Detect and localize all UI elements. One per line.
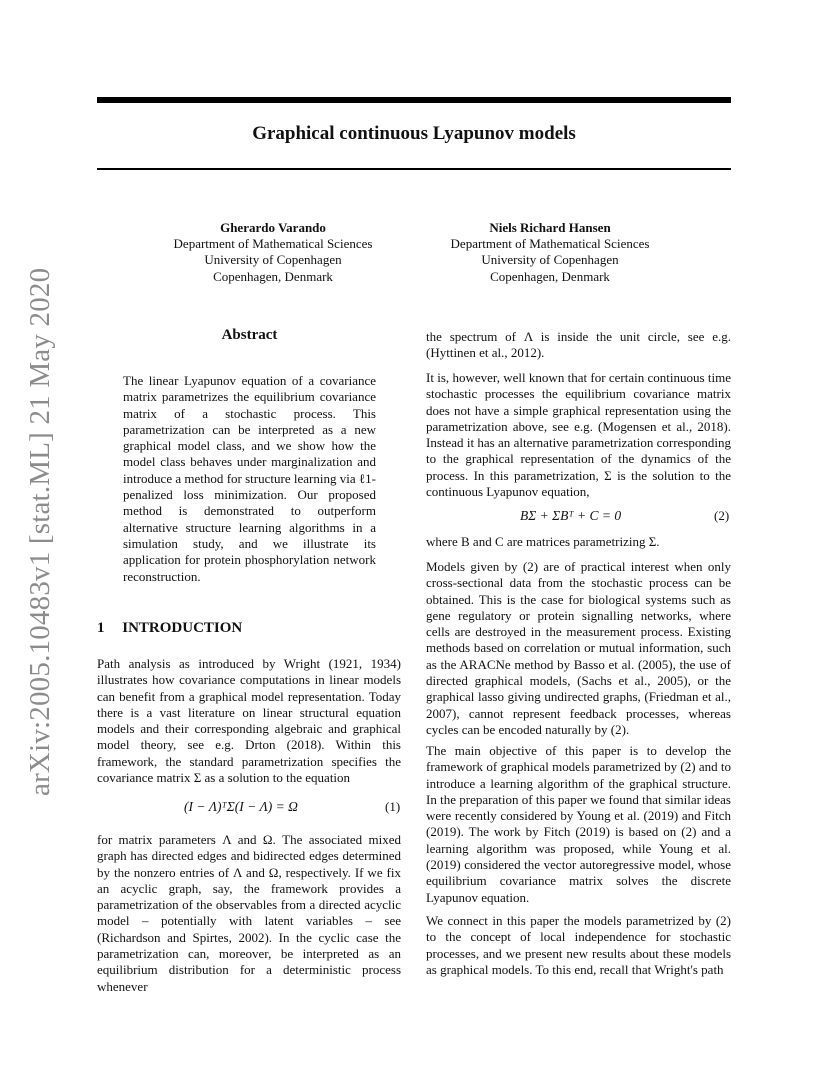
section-heading	[97, 620, 242, 637]
author-block-1	[123, 220, 423, 285]
author-location: Copenhagen, Denmark	[213, 268, 333, 284]
right-paragraph-2	[426, 370, 731, 500]
paragraph-text: It is, however, well known that for certain continuous time stochastic processes the equilibrium covariance matrix does not have a simple graphical representation using the parametrization above, see e.g. (Mogensen et al., 2018). Instead it has an alternative parametrization corresponding to the graphical representation of the dynamics of the process. In this parametrization, Σ is the solution to the continuous Lyapunov equation,	[426, 370, 731, 500]
author-department: Department of Mathematical Sciences	[173, 236, 373, 252]
author-university: University of Copenhagen	[481, 252, 619, 268]
author-name: Gherardo Varando	[220, 220, 326, 235]
equation-2-number: (2)	[714, 508, 730, 523]
section-title: INTRODUCTION	[122, 620, 243, 636]
arxiv-side-stamp: arXiv:2005.10483v1 [stat.ML] 21 May 2020	[24, 267, 56, 796]
author-university: University of Copenhagen	[204, 252, 342, 268]
intro-paragraph-2	[97, 832, 401, 995]
top-rule	[97, 97, 731, 103]
author-block-2	[400, 220, 700, 285]
right-paragraph-6	[426, 913, 731, 978]
intro-paragraph-1	[97, 656, 401, 786]
right-paragraph-4	[426, 559, 731, 738]
author-location: Copenhagen, Denmark	[490, 268, 610, 284]
paragraph-text: We connect in this paper the models parametrized by (2) to the concept of local independence for stochastic processes, and we present new results about these models as graphical models. To this end, recall that Wright's path	[426, 913, 731, 977]
abstract-text: The linear Lyapunov equation of a covariance matrix parametrizes the equilibrium covariance matrix of a stochastic process. This parametrization can be interpreted as a new graphical model class, and we show how the model class behaves under marginalization and introduce a method for structure learning via ℓ1-penalized loss minimization. Our proposed method is demonstrated to outperform alternative structure learning algorithms in a simulation study, and we illustrate its application for protein phosphorylation network reconstruction.	[123, 373, 376, 584]
paragraph-text: The main objective of this paper is to develop the framework of graphical models parametrized by (2) and to introduce a learning algorithm of the graphical structure. In the preparation of this paper we found that similar ideas were recently considered by Young et al. (2019) and Fitch (2019). The work by Fitch (2019) is based on (2) and a learning algorithm was proposed, while Young et al. (2019) considered the vector autoregressive model, whose equilibrium covariance matrix solves the discrete Lyapunov equation.	[426, 743, 731, 905]
paragraph-text: Models given by (2) are of practical interest when only cross-sectional data from the stochastic process can be obtained. This is the case for biological systems such as gene regulatory or protein signalling networks, where cells are destroyed in the measurement process. Existing methods based on correlation or mutual information, such as the ARACNe method by Basso et al. (2005), the use of directed graphical models, (Sachs et al., 2005), or the graphical lasso giving undirected graphs, (Friedman et al., 2007), cannot represent feedback processes, whereas cycles can be encoded naturally by (2).	[426, 559, 731, 737]
section-number: 1	[97, 620, 105, 636]
right-paragraph-1	[426, 329, 731, 362]
paragraph-text: the spectrum of Λ is inside the unit circle, see e.g. (Hyttinen et al., 2012).	[426, 329, 731, 361]
author-name: Niels Richard Hansen	[489, 220, 611, 235]
paragraph-text: Path analysis as introduced by Wright (1921, 1934) illustrates how covariance computations in linear models can benefit from a graphical model representation. Today there is a vast literature on linear structural equation models and their corresponding algebraic and graphical model theory, see e.g. Drton (2018). Within this framework, the standard parametrization specifies the covariance matrix Σ as a solution to the equation	[97, 656, 401, 786]
equation-1-number: (1)	[385, 799, 401, 814]
author-department: Department of Mathematical Sciences	[450, 236, 650, 252]
abstract-heading: Abstract	[221, 327, 278, 343]
equation-2: BΣ + ΣBᵀ + C = 0	[520, 508, 622, 523]
right-paragraph-5	[426, 743, 731, 906]
title-rule	[97, 168, 731, 170]
paragraph-text: where B and C are matrices parametrizing Σ.	[426, 534, 660, 549]
equation-1: (I − Λ)ᵀΣ(I − Λ) = Ω	[184, 799, 298, 814]
paper-title: Graphical continuous Lyapunov models	[252, 123, 576, 144]
right-paragraph-3	[426, 534, 731, 550]
paragraph-text: for matrix parameters Λ and Ω. The associated mixed graph has directed edges and bidirected edges determined by the nonzero entries of Λ and Ω, respectively. If we fix an acyclic graph, say, the framework provides a parametrization of the observables from a directed acyclic model – potentially with latent variables – see (Richardson and Spirtes, 2002). In the cyclic case the parametrization can, moreover, be interpreted as an equilibrium distribution for a deterministic process whenever	[97, 832, 401, 994]
